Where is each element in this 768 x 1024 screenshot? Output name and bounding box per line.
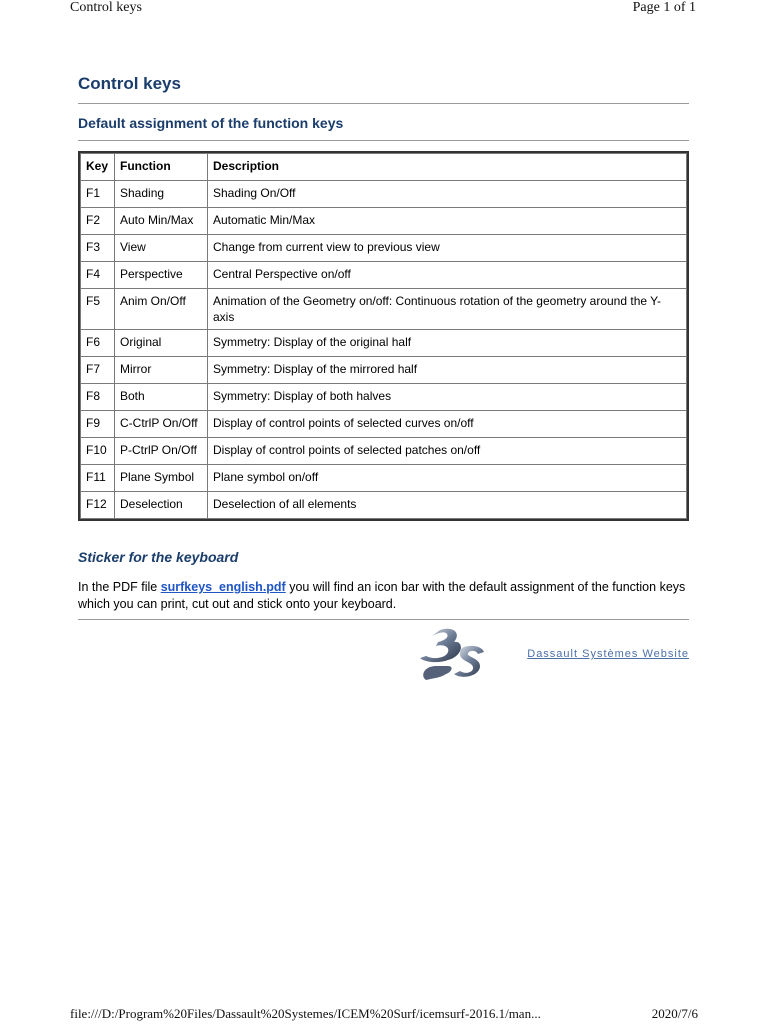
print-header — [0, 0, 768, 18]
header-function: Function — [115, 154, 208, 181]
cell-function: Original — [115, 330, 208, 357]
table-row — [81, 465, 687, 492]
header-key: Key — [81, 154, 115, 181]
cell-function: Both — [115, 384, 208, 411]
cell-function: Plane Symbol — [115, 465, 208, 492]
surfkeys-pdf-link[interactable]: surfkeys_english.pdf — [160, 580, 286, 594]
cell-key: F4 — [81, 262, 115, 289]
cell-key: F5 — [81, 289, 115, 330]
table-row — [81, 330, 687, 357]
cell-key: F1 — [81, 181, 115, 208]
document-content — [78, 72, 689, 690]
function-keys-table — [80, 153, 687, 519]
print-footer-date: 2020/7/6 — [651, 1006, 698, 1021]
table-row — [81, 411, 687, 438]
table-row — [81, 492, 687, 519]
table-row — [81, 357, 687, 384]
table-row — [81, 438, 687, 465]
cell-description: Automatic Min/Max — [208, 208, 687, 235]
table-row — [81, 289, 687, 330]
section-heading: Default assignment of the function keys — [78, 115, 344, 131]
cell-function: Deselection — [115, 492, 208, 519]
cell-key: F9 — [81, 411, 115, 438]
dassault-website-link[interactable]: Dassault Systèmes Website — [527, 648, 689, 660]
cell-function: View — [115, 235, 208, 262]
sticker-heading: Sticker for the keyboard — [78, 549, 239, 565]
table-row — [81, 262, 687, 289]
cell-description: Plane symbol on/off — [208, 465, 687, 492]
cell-description: Symmetry: Display of the mirrored half — [208, 357, 687, 384]
brand-footer — [78, 620, 689, 690]
cell-key: F2 — [81, 208, 115, 235]
cell-description: Deselection of all elements — [208, 492, 687, 519]
cell-function: C-CtrlP On/Off — [115, 411, 208, 438]
cell-key: F11 — [81, 465, 115, 492]
cell-function: Anim On/Off — [115, 289, 208, 330]
dassault-3ds-logo-icon[interactable] — [418, 626, 490, 682]
cell-key: F12 — [81, 492, 115, 519]
sticker-text-before: In the PDF file — [78, 580, 161, 594]
cell-description: Symmetry: Display of the original half — [208, 330, 687, 357]
cell-description: Central Perspective on/off — [208, 262, 687, 289]
sticker-paragraph — [78, 579, 689, 619]
table-row — [81, 208, 687, 235]
cell-description: Shading On/Off — [208, 181, 687, 208]
cell-function: Mirror — [115, 357, 208, 384]
cell-description: Animation of the Geometry on/off: Continuous rotation of the geometry around the Y-axis — [208, 289, 687, 330]
function-keys-table-frame — [78, 151, 689, 521]
cell-description: Change from current view to previous view — [208, 235, 687, 262]
page-title: Control keys — [78, 74, 181, 93]
cell-key: F8 — [81, 384, 115, 411]
cell-function: Perspective — [115, 262, 208, 289]
table-row — [81, 181, 687, 208]
cell-key: F3 — [81, 235, 115, 262]
section-divider — [78, 140, 689, 141]
cell-description: Display of control points of selected curves on/off — [208, 411, 687, 438]
cell-key: F6 — [81, 330, 115, 357]
cell-function: Shading — [115, 181, 208, 208]
print-footer — [0, 1004, 768, 1024]
sticker-text-after: you will find an icon bar with the default assignment of the function keys which you can print, cut out and stick onto your keyboard. — [78, 580, 686, 611]
print-footer-path: file:///D:/Program%20Files/Dassault%20Systemes/ICEM%20Surf/icemsurf-2016.1/man... — [70, 1006, 541, 1021]
cell-description: Display of control points of selected patches on/off — [208, 438, 687, 465]
table-row — [81, 384, 687, 411]
cell-function: Auto Min/Max — [115, 208, 208, 235]
cell-key: F7 — [81, 357, 115, 384]
table-header-row — [81, 154, 687, 181]
header-description: Description — [208, 154, 687, 181]
cell-function: P-CtrlP On/Off — [115, 438, 208, 465]
table-row — [81, 235, 687, 262]
cell-key: F10 — [81, 438, 115, 465]
print-header-page: Page 1 of 1 — [632, 0, 696, 15]
cell-description: Symmetry: Display of both halves — [208, 384, 687, 411]
print-header-title: Control keys — [70, 0, 142, 15]
